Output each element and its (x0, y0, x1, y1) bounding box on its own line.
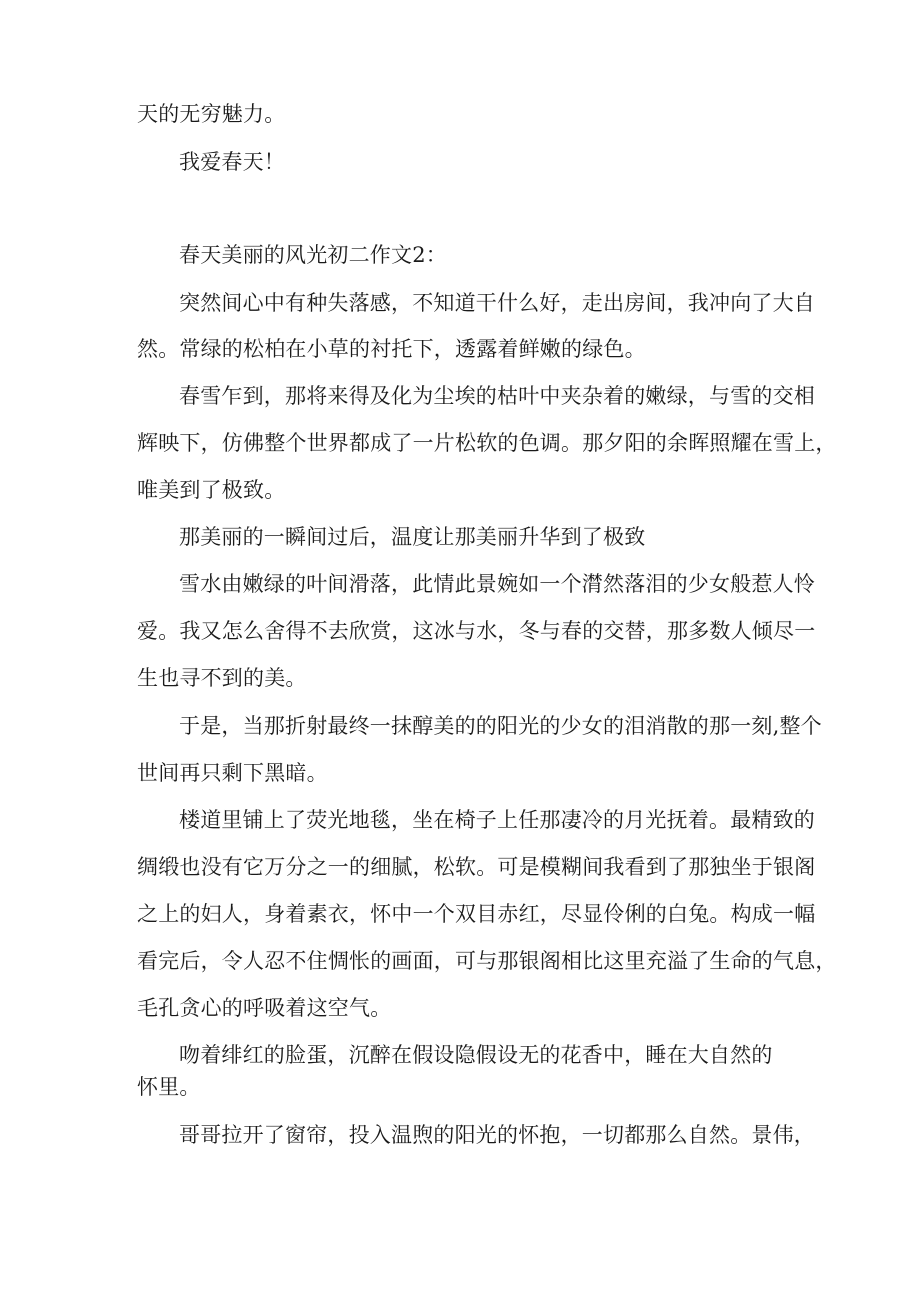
text-line: 春雪乍到，那将来得及化为尘埃的枯叶中夹杂着的嫩绿，与雪的交相 (179, 384, 815, 408)
text-line: 看完后，令人忍不住惆怅的画面，可与那银阁相比这里充溢了生命的气息， (137, 949, 837, 973)
text-line: 爱。我又怎么舍得不去欣赏，这冰与水，冬与春的交替，那多数人倾尽一 (137, 619, 816, 643)
text-line: 我爱春天！ (179, 150, 285, 174)
text-line: 于是，当那折射最终一抹醇美的的阳光的少女的泪消散的那一刻,整个 (179, 714, 822, 738)
text-line: 然。常绿的松柏在小草的衬托下，透露着鲜嫩的绿色。 (137, 337, 646, 361)
text-line: 哥哥拉开了窗帘，投入温煦的阳光的怀抱，一切都那么自然。景伟， (179, 1123, 815, 1147)
text-line: 雪水由嫩绿的叶间滑落，此情此景婉如一个潸然落泪的少女般惹人怜 (179, 572, 815, 596)
text-line: 怀里。 (137, 1075, 201, 1099)
text-line: 辉映下，仿佛整个世界都成了一片松软的色调。那夕阳的余晖照耀在雪上， (137, 431, 837, 455)
text-line: 世间再只剩下黑暗。 (137, 761, 328, 785)
text-line: 楼道里铺上了荧光地毯，坐在椅子上任那凄冷的月光抚着。最精致的 (179, 808, 815, 832)
text-line: 天的无穷魅力。 (137, 102, 286, 126)
text-line: 生也寻不到的美。 (137, 666, 307, 690)
text-line: 之上的妇人，身着素衣，怀中一个双目赤红，尽显伶俐的白兔。构成一幅 (137, 902, 816, 926)
section-heading: 春天美丽的风光初二作文2： (179, 243, 447, 267)
text-line: 唯美到了极致。 (137, 478, 286, 502)
text-line: 那美丽的一瞬间过后，温度让那美丽升华到了极致 (179, 525, 646, 549)
text-line: 毛孔贪心的呼吸着这空气。 (137, 996, 392, 1020)
text-line: 绸缎也没有它万分之一的细腻，松软。可是模糊间我看到了那独坐于银阁 (137, 855, 816, 879)
text-line: 突然间心中有种失落感，不知道干什么好，走出房间，我冲向了大自 (179, 291, 815, 315)
text-line: 吻着绯红的脸蛋，沉醉在假设隐假设无的花香中，睡在大自然的 (179, 1043, 773, 1067)
